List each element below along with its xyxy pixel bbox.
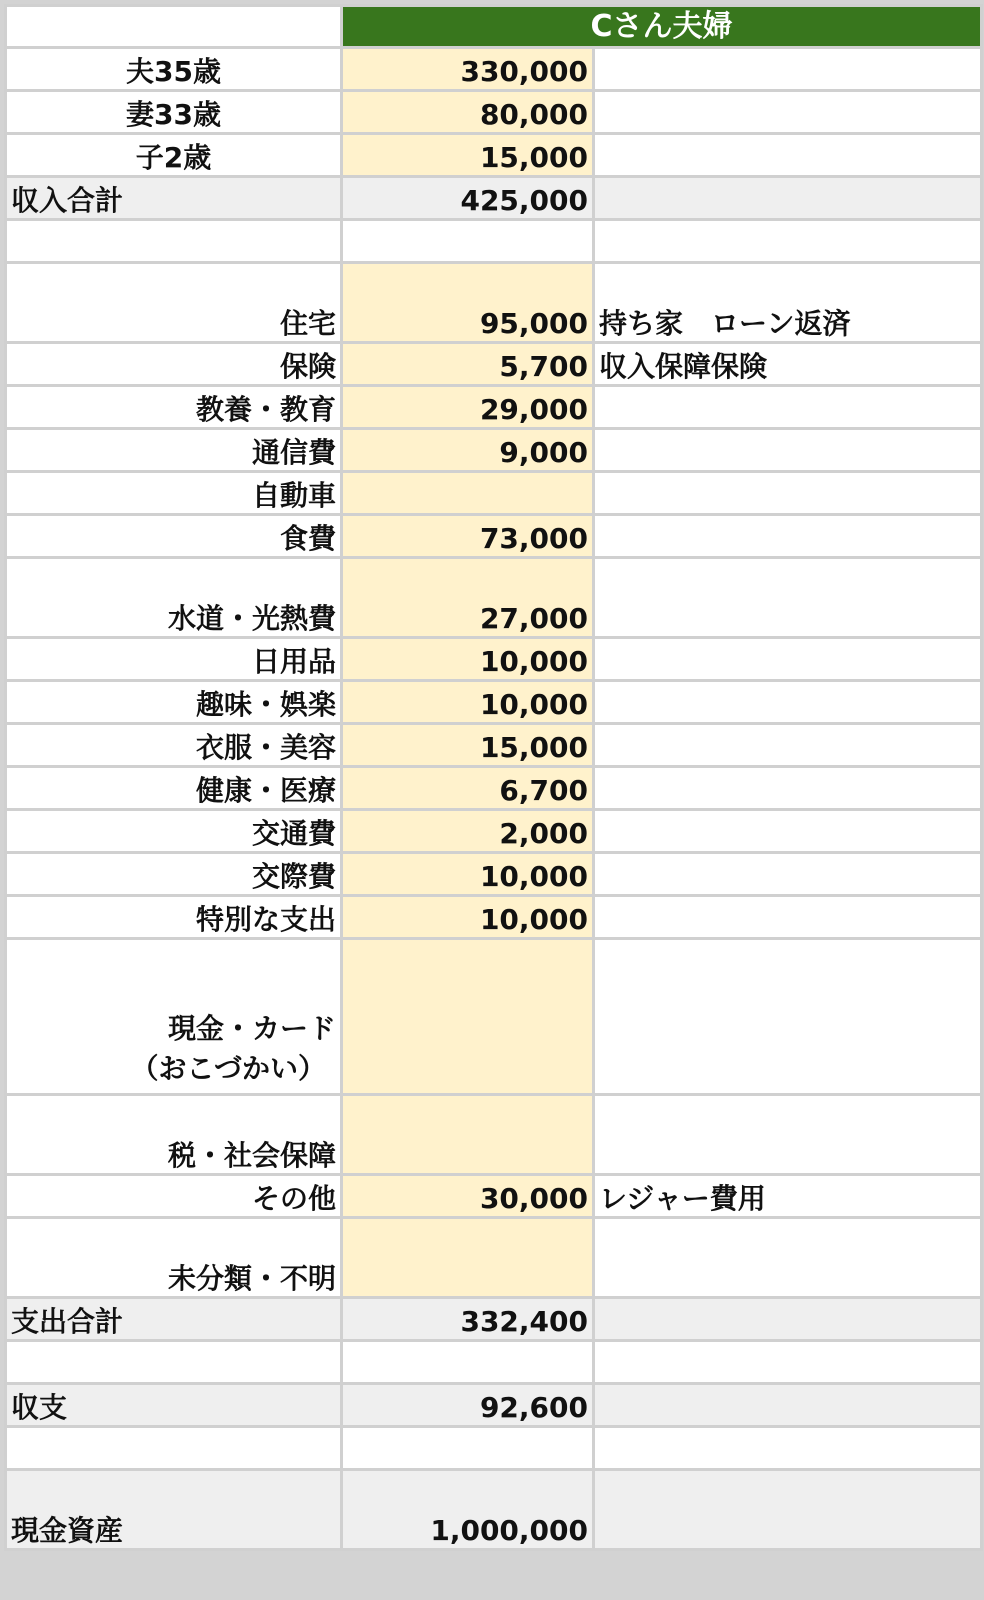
- income-total-note[interactable]: [594, 177, 982, 220]
- expense-total-value[interactable]: 332,400: [342, 1298, 594, 1341]
- income-note-husband[interactable]: [594, 48, 982, 91]
- expense-row: [6, 939, 982, 1095]
- income-row: [6, 134, 982, 177]
- balance-label[interactable]: 収支: [6, 1384, 342, 1427]
- income-value-husband[interactable]: 330,000: [342, 48, 594, 91]
- expense-total-row: [6, 1298, 982, 1341]
- income-label-child[interactable]: 子2歳: [6, 134, 342, 177]
- income-total-row: [6, 177, 982, 220]
- income-row: [6, 91, 982, 134]
- balance-note[interactable]: [594, 1384, 982, 1427]
- header-row: [6, 6, 982, 48]
- expense-value-car[interactable]: [342, 472, 594, 515]
- expense-note-education[interactable]: [594, 386, 982, 429]
- expense-row: [6, 515, 982, 558]
- expense-label-food[interactable]: 食費: [6, 515, 342, 558]
- expense-row: [6, 558, 982, 638]
- allowance-label-line1: 現金・カード: [167, 1012, 336, 1045]
- expense-label-allowance[interactable]: [6, 939, 342, 1095]
- expense-note-food[interactable]: [594, 515, 982, 558]
- expense-value-insurance[interactable]: 5,700: [342, 343, 594, 386]
- expense-value-food[interactable]: 73,000: [342, 515, 594, 558]
- expense-label-social[interactable]: 交際費: [6, 853, 342, 896]
- income-note-wife[interactable]: [594, 91, 982, 134]
- expense-note-other[interactable]: レジャー費用: [594, 1175, 982, 1218]
- expense-note-utilities[interactable]: [594, 558, 982, 638]
- expense-label-other[interactable]: その他: [6, 1175, 342, 1218]
- expense-value-special[interactable]: 10,000: [342, 896, 594, 939]
- header-blank-cell[interactable]: [6, 6, 342, 48]
- empty-cell[interactable]: [594, 1427, 982, 1470]
- expense-label-utilities[interactable]: 水道・光熱費: [6, 558, 342, 638]
- expense-note-daily-goods[interactable]: [594, 638, 982, 681]
- expense-row: [6, 1218, 982, 1298]
- expense-note-tax[interactable]: [594, 1095, 982, 1175]
- expense-row: [6, 386, 982, 429]
- expense-value-social[interactable]: 10,000: [342, 853, 594, 896]
- expense-note-special[interactable]: [594, 896, 982, 939]
- cash-assets-label[interactable]: 現金資産: [6, 1470, 342, 1550]
- expense-note-transport[interactable]: [594, 810, 982, 853]
- empty-cell[interactable]: [6, 1341, 342, 1384]
- expense-label-communication[interactable]: 通信費: [6, 429, 342, 472]
- column-title-cell[interactable]: Cさん夫婦: [342, 6, 982, 48]
- expense-label-clothing[interactable]: 衣服・美容: [6, 724, 342, 767]
- expense-label-car[interactable]: 自動車: [6, 472, 342, 515]
- expense-row: [6, 896, 982, 939]
- expense-label-education[interactable]: 教養・教育: [6, 386, 342, 429]
- income-row: [6, 48, 982, 91]
- expense-row: [6, 724, 982, 767]
- expense-label-housing[interactable]: 住宅: [6, 263, 342, 343]
- expense-row: [6, 263, 982, 343]
- expense-note-allowance[interactable]: [594, 939, 982, 1095]
- expense-value-education[interactable]: 29,000: [342, 386, 594, 429]
- spacer-row: [6, 1427, 982, 1470]
- expense-note-unclassified[interactable]: [594, 1218, 982, 1298]
- expense-value-transport[interactable]: 2,000: [342, 810, 594, 853]
- expense-row: [6, 1175, 982, 1218]
- expense-value-health[interactable]: 6,700: [342, 767, 594, 810]
- expense-note-health[interactable]: [594, 767, 982, 810]
- income-total-label[interactable]: 収入合計: [6, 177, 342, 220]
- expense-label-unclassified[interactable]: 未分類・不明: [6, 1218, 342, 1298]
- income-total-value[interactable]: 425,000: [342, 177, 594, 220]
- spacer-row: [6, 220, 982, 263]
- empty-cell[interactable]: [594, 1341, 982, 1384]
- income-label-wife[interactable]: 妻33歳: [6, 91, 342, 134]
- expense-note-clothing[interactable]: [594, 724, 982, 767]
- income-note-child[interactable]: [594, 134, 982, 177]
- expense-label-tax[interactable]: 税・社会保障: [6, 1095, 342, 1175]
- balance-row: [6, 1384, 982, 1427]
- expense-row: [6, 767, 982, 810]
- expense-row: [6, 429, 982, 472]
- expense-row: [6, 343, 982, 386]
- expense-value-daily-goods[interactable]: 10,000: [342, 638, 594, 681]
- expense-value-tax[interactable]: [342, 1095, 594, 1175]
- expense-value-other[interactable]: 30,000: [342, 1175, 594, 1218]
- expense-label-daily-goods[interactable]: 日用品: [6, 638, 342, 681]
- expense-value-housing[interactable]: 95,000: [342, 263, 594, 343]
- empty-cell[interactable]: [342, 220, 594, 263]
- cash-assets-row: [6, 1470, 982, 1550]
- empty-cell[interactable]: [342, 1341, 594, 1384]
- expense-value-unclassified[interactable]: [342, 1218, 594, 1298]
- empty-cell[interactable]: [6, 220, 342, 263]
- expense-note-hobby[interactable]: [594, 681, 982, 724]
- expense-label-hobby[interactable]: 趣味・娯楽: [6, 681, 342, 724]
- expense-row: [6, 638, 982, 681]
- expense-total-note[interactable]: [594, 1298, 982, 1341]
- income-value-child[interactable]: 15,000: [342, 134, 594, 177]
- household-budget-table: [4, 4, 983, 1551]
- spacer-row: [6, 1341, 982, 1384]
- expense-value-communication[interactable]: 9,000: [342, 429, 594, 472]
- empty-cell[interactable]: [594, 220, 982, 263]
- expense-value-clothing[interactable]: 15,000: [342, 724, 594, 767]
- expense-note-housing[interactable]: 持ち家 ローン返済: [594, 263, 982, 343]
- expense-row: [6, 1095, 982, 1175]
- cash-assets-note[interactable]: [594, 1470, 982, 1550]
- expense-label-transport[interactable]: 交通費: [6, 810, 342, 853]
- expense-value-hobby[interactable]: 10,000: [342, 681, 594, 724]
- income-value-wife[interactable]: 80,000: [342, 91, 594, 134]
- expense-value-allowance[interactable]: [342, 939, 594, 1095]
- expense-label-special[interactable]: 特別な支出: [6, 896, 342, 939]
- cash-assets-value[interactable]: 1,000,000: [342, 1470, 594, 1550]
- expense-note-car[interactable]: [594, 472, 982, 515]
- expense-row: [6, 681, 982, 724]
- expense-label-health[interactable]: 健康・医療: [6, 767, 342, 810]
- expense-note-insurance[interactable]: 収入保障保険: [594, 343, 982, 386]
- expense-row: [6, 472, 982, 515]
- balance-value[interactable]: 92,600: [342, 1384, 594, 1427]
- income-label-husband[interactable]: 夫35歳: [6, 48, 342, 91]
- expense-value-utilities[interactable]: 27,000: [342, 558, 594, 638]
- expense-note-social[interactable]: [594, 853, 982, 896]
- expense-row: [6, 810, 982, 853]
- expense-total-label[interactable]: 支出合計: [6, 1298, 342, 1341]
- empty-cell[interactable]: [342, 1427, 594, 1470]
- expense-label-insurance[interactable]: 保険: [6, 343, 342, 386]
- expense-note-communication[interactable]: [594, 429, 982, 472]
- empty-cell[interactable]: [6, 1427, 342, 1470]
- allowance-label-line2: （おこづかい）: [130, 1052, 326, 1085]
- expense-row: [6, 853, 982, 896]
